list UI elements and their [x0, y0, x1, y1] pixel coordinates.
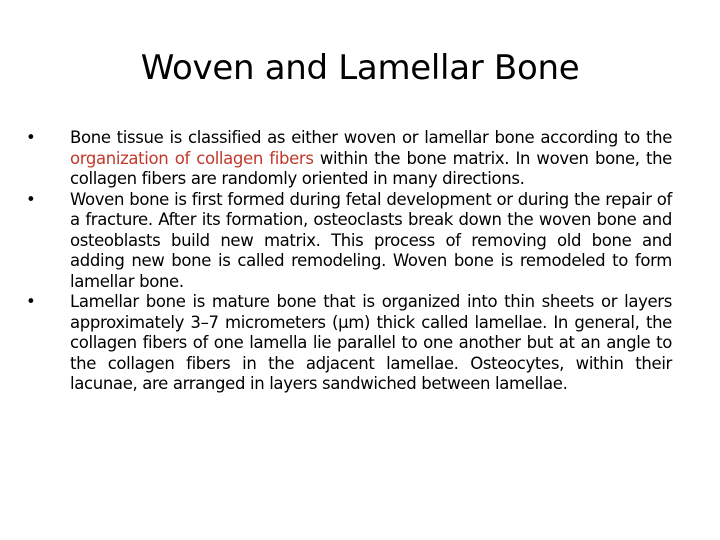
bullet-item-woven-vs-lamellar	[26, 128, 672, 190]
bullet-list	[26, 128, 672, 395]
bullet-item-woven-bone	[26, 190, 672, 293]
bullet-item-lamellar-bone	[26, 292, 672, 395]
bullet-text: Woven bone is first formed during fetal development or during the repair of a fracture. After its formation, osteoclasts break down the woven bone and osteoblasts build new matrix. This process of removing old bone and adding new bone is called remodeling. Woven bone is remodeled to form lamellar bone.	[70, 189, 672, 291]
bullet-text: Lamellar bone is mature bone that is organized into thin sheets or layers approximately 3–7 micrometers (μm) thick called lamellae. In general, the collagen fibers of one lamella lie parallel to one another but at an angle to the collagen fibers in the adjacent lamellae. Osteocytes, within their lacunae, are arranged in layers sandwiched between lamellae.	[70, 292, 672, 393]
slide-title: Woven and Lamellar Bone	[140, 48, 580, 88]
bullet-icon: •	[26, 292, 36, 311]
bullet-text-start: Bone tissue is classified as either woven or lamellar bone according to the	[70, 128, 672, 147]
bullet-icon: •	[26, 189, 36, 209]
highlighted-term: organization of collagen fibers	[70, 148, 314, 168]
bullet-text-end: within the bone matrix. In woven bone, the collagen fibers are randomly oriented in many directions.	[70, 148, 672, 188]
bullet-icon: •	[26, 128, 36, 147]
